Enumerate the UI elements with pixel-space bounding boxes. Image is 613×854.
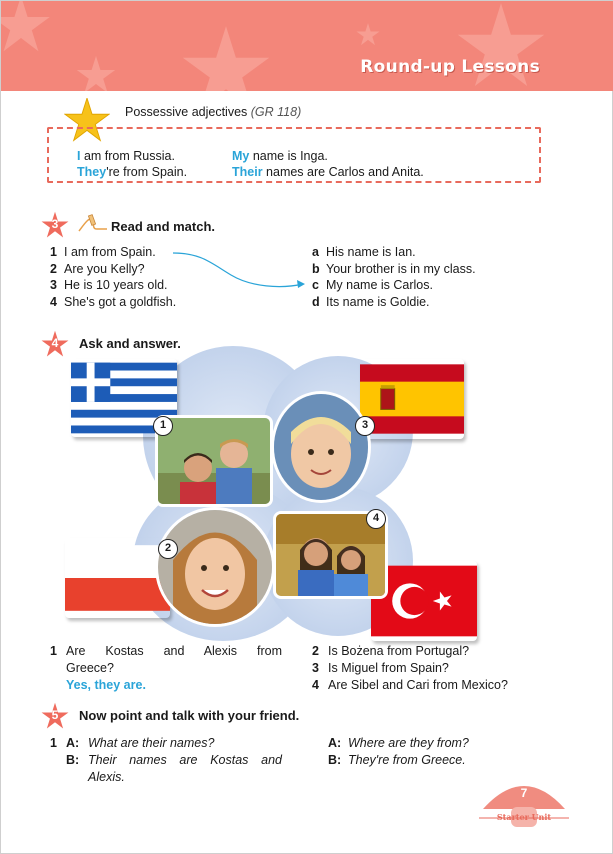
exercise-3-title: Read and match.: [111, 219, 216, 234]
banner-star-decor-5: [76, 56, 116, 91]
banner-star-decor-3: [356, 23, 380, 46]
grammar-line: My name is Inga.: [232, 149, 328, 163]
banner-star-decor-1: [181, 26, 271, 91]
grammar-line: They're from Spain.: [77, 165, 188, 179]
exercise-5-title: Now point and talk with your friend.: [79, 708, 300, 723]
dialogue-right: A: Where are they from? B: They're from Greece.: [328, 736, 469, 767]
photo-kostas-alexis: [155, 415, 273, 507]
grammar-title-text: Possessive adjectives: [125, 105, 248, 119]
dialogue-left: 1 A: What are their names? B: Their names are Kostas and Alexis.: [50, 736, 282, 784]
flag-poland: [65, 538, 170, 618]
question-item: 2 Is Bożena from Portugal?: [312, 644, 470, 658]
photo-number-badge: 4: [366, 509, 386, 529]
question-item: 3 Is Miguel from Spain?: [312, 661, 449, 675]
photo-collage: [63, 341, 533, 641]
match-item-right: b Your brother is in my class.: [312, 262, 476, 276]
match-item-right: d Its name is Goldie.: [312, 295, 430, 309]
match-item-left: 3 He is 10 years old.: [50, 278, 168, 292]
page-number-badge: [479, 779, 569, 834]
answer-example: Yes, they are.: [66, 678, 146, 692]
photo-bozena: [155, 507, 275, 627]
question-item: 4 Are Sibel and Cari from Mexico?: [312, 678, 508, 692]
match-arrow-example: [171, 249, 311, 291]
grammar-reference: (GR 118): [250, 105, 302, 119]
photo-miguel: [271, 391, 371, 503]
pencil-icon: [77, 213, 109, 235]
header-banner: [1, 1, 613, 91]
match-item-right: c My name is Carlos.: [312, 278, 433, 292]
match-item-left: 2 Are you Kelly?: [50, 262, 145, 276]
page-title: Round-up Lessons: [360, 57, 540, 77]
match-item-right: a His name is Ian.: [312, 245, 416, 259]
match-item-left: 4 She's got a goldfish.: [50, 295, 177, 309]
grammar-title: [125, 105, 301, 119]
banner-star-decor-4: [1, 1, 51, 53]
exercise-number-4: 4: [41, 330, 69, 358]
grammar-line: Their names are Carlos and Anita.: [232, 165, 424, 179]
exercise-number-3: 3: [41, 211, 69, 239]
question-1: 1 Are Kostas and Alexis from Greece? Yes, they are.: [50, 644, 282, 692]
photo-number-badge: 3: [355, 416, 375, 436]
exercise-number-5: 5: [41, 702, 69, 730]
photo-number-badge: 1: [153, 416, 173, 436]
page-number: 7: [520, 786, 528, 800]
match-item-left: 1 I am from Spain.: [50, 245, 156, 259]
unit-label: Starter Unit: [496, 812, 552, 822]
flag-spain: [360, 359, 464, 439]
exercise-4-title: Ask and answer.: [79, 336, 181, 351]
grammar-line: I am from Russia.: [77, 149, 175, 163]
photo-number-badge: 2: [158, 539, 178, 559]
